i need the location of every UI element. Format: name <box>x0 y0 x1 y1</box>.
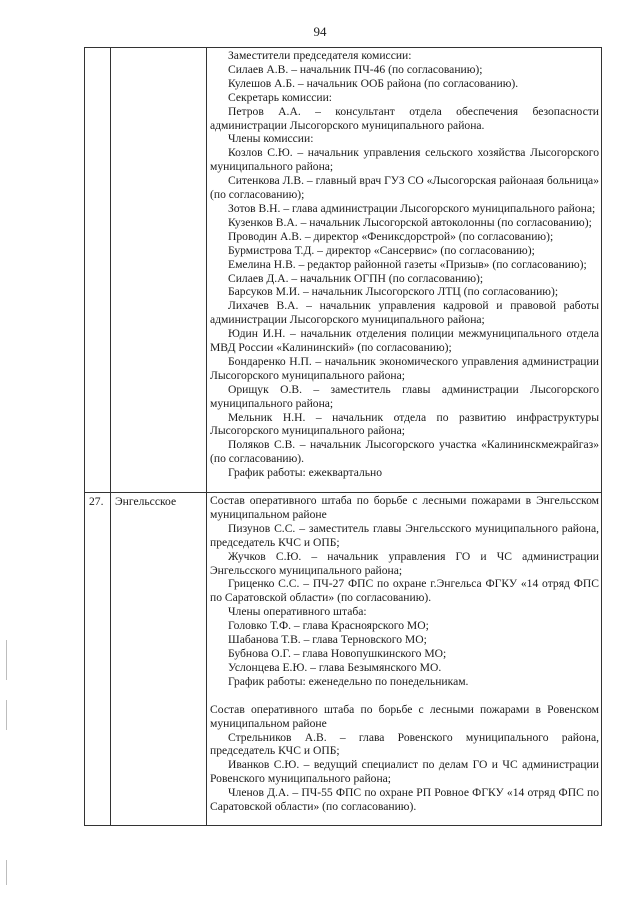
composition-paragraph: Головко Т.Ф. – глава Красноярского МО; <box>228 619 429 633</box>
composition-paragraph: Гриценко С.С. – ПЧ-27 ФПС по охране г.Энгельса ФГКУ «14 отряд ФПС по Саратовской области» (по согласованию). <box>210 577 599 605</box>
composition-paragraph: Состав оперативного штаба по борьбе с лесными пожарами в Ровенском муниципальном районе <box>210 702 599 730</box>
composition-paragraph: Юдин И.Н. – начальник отделения полиции межмуниципального отдела МВД России «Калининский» (по согласованию); <box>210 327 599 355</box>
composition-paragraph: Проводин А.В. – директор «Фениксдорстрой» (по согласованию); <box>228 229 554 243</box>
composition-paragraph: Лихачев В.А. – начальник управления кадровой и правовой работы администрации Лысогорского муниципального района; <box>210 299 599 327</box>
composition-paragraph: Иванков С.Ю. – ведущий специалист по делам ГО и ЧС администрации Ровенского муниципального района; <box>210 758 599 786</box>
composition-paragraph: Члены оперативного штаба: <box>228 605 367 619</box>
composition-paragraph: Состав оперативного штаба по борьбе с лесными пожарами в Энгельсском муниципальном районе <box>210 494 599 521</box>
composition-paragraph: Петров А.А. – консультант отдела обеспечения безопасности администрации Лысогорского муниципального района. <box>210 104 599 132</box>
composition-paragraph: Секретарь комиссии: <box>228 90 333 104</box>
composition-paragraph: Заместители председателя комиссии: <box>228 49 412 62</box>
composition-paragraph: Жучков С.Ю. – начальник управления ГО и ЧС администрации Энгельсского муниципального района; <box>210 549 599 577</box>
composition-paragraph: График работы: ежеквартально <box>228 466 383 480</box>
composition-paragraph: Силаев А.В. – начальник ПЧ-46 (по согласованию); <box>228 62 483 76</box>
composition-paragraph: Членов Д.А. – ПЧ-55 ФПС по охране РП Ровное ФГКУ «14 отряд ФПС по Саратовской области» (по согласованию). <box>210 786 599 814</box>
composition-paragraph: Бубнова О.Г. – глава Новопушкинского МО; <box>228 646 447 660</box>
district-name: Энгельсское <box>111 493 207 826</box>
composition-paragraph: Ситенкова Л.В. – главный врач ГУЗ СО «Лысогорская районаая больница» (по согласованию); <box>210 174 599 202</box>
composition-paragraph: Члены комиссии: <box>228 132 314 146</box>
row-number: 27. <box>85 493 111 826</box>
composition-paragraph: Зотов В.Н. – глава администрации Лысогорского муниципального района; <box>228 201 596 215</box>
composition-paragraph: Силаев Д.А. – начальник ОГПН (по согласованию); <box>228 271 484 285</box>
composition-paragraph: Кулешов А.Б. – начальник ООБ района (по согласованию). <box>228 76 519 90</box>
page-number: 94 <box>313 24 327 39</box>
composition-paragraph: Барсуков М.И. – начальник Лысогорского ЛТЦ (по согласованию); <box>228 285 559 299</box>
composition-paragraph: Пизунов С.С. – заместитель главы Энгельсского муниципального района, председатель КЧС и ОПБ; <box>210 521 599 549</box>
composition-cell <box>207 493 602 826</box>
binding-mark <box>6 860 7 885</box>
commission-table <box>84 47 602 826</box>
table-row <box>85 493 602 826</box>
composition-paragraph: Орищук О.В. – заместитель главы администрации Лысогорского муниципального района; <box>210 382 599 410</box>
binding-mark <box>6 640 7 680</box>
composition-paragraph: Поляков С.В. – начальник Лысогорского участка «Калининскмежрайгаз» (по согласованию). <box>210 438 599 466</box>
composition-paragraph: Козлов С.Ю. – начальник управления сельского хозяйства Лысогорского муниципального района; <box>210 146 599 174</box>
composition-paragraph: Стрельников А.В. – глава Ровенского муниципального района, председатель КЧС и ОПБ; <box>210 730 599 758</box>
table-body <box>85 48 602 826</box>
composition-paragraph: Мельник Н.Н. – начальник отдела по развитию инфраструктуры Лысогорского муниципального района; <box>210 410 599 438</box>
composition-paragraph: График работы: еженедельно по понедельникам. <box>228 674 469 688</box>
composition-paragraph: Емелина Н.В. – редактор районной газеты «Призыв» (по согласованию); <box>228 257 587 271</box>
composition-paragraph: Бурмистрова Т.Д. – директор «Сансервис» (по согласованию); <box>228 243 535 257</box>
row-number <box>85 48 111 493</box>
district-name <box>111 48 207 493</box>
composition-paragraph: Кузенков В.А. – начальник Лысогорской автоколонны (по согласованию); <box>228 215 592 229</box>
composition-cell <box>207 48 602 493</box>
composition-paragraph: Шабанова Т.В. – глава Терновского МО; <box>228 633 427 647</box>
composition-paragraph: Бондаренко Н.П. – начальник экономического управления администрации Лысогорского муниципального района; <box>210 354 599 382</box>
composition-paragraph: Услонцева Е.Ю. – глава Безымянского МО. <box>228 660 442 674</box>
table-row <box>85 48 602 493</box>
binding-mark <box>6 700 7 730</box>
